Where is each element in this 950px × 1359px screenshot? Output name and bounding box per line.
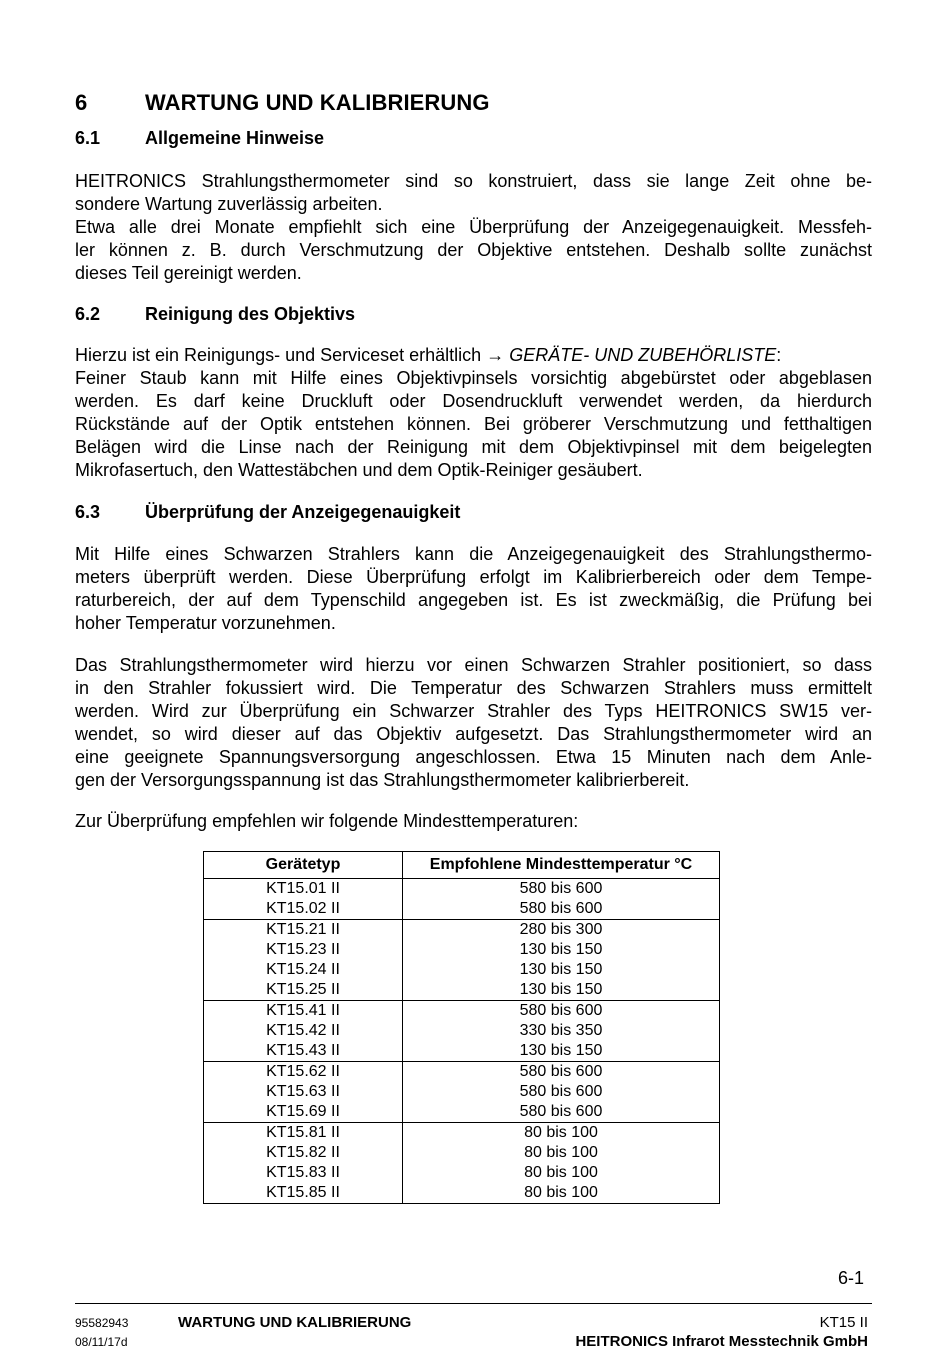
section-title: Allgemeine Hinweise	[145, 128, 325, 148]
device-type: KT15.43 II	[266, 1042, 340, 1059]
cross-reference: GERÄTE- UND ZUBEHÖRLISTE	[509, 345, 777, 365]
device-type-cell	[204, 920, 403, 1001]
device-type: KT15.23 II	[266, 941, 340, 958]
min-temperature: 80 bis 100	[524, 1144, 598, 1161]
text-line	[75, 344, 872, 367]
section-number: 6.1	[75, 128, 101, 148]
device-type: KT15.21 II	[266, 921, 340, 938]
min-temperature: 330 bis 350	[519, 1022, 603, 1039]
min-temperature: 580 bis 600	[519, 1103, 603, 1120]
min-temperature: 80 bis 100	[524, 1164, 598, 1181]
arrow-right-icon: →	[486, 345, 505, 365]
device-type: KT15.02 II	[266, 900, 340, 917]
min-temperature: 580 bis 600	[519, 1083, 603, 1100]
section-title: Überprüfung der Anzeigegenauigkeit	[145, 502, 461, 522]
text-line: Rückstände auf der Optik entstehen können. Bei gröberer Verschmutzung und fetthaltigen	[75, 414, 872, 434]
device-type: KT15.25 II	[266, 981, 340, 998]
temperature-cell	[403, 920, 720, 1001]
text-line: hoher Temperatur vorzunehmen.	[75, 613, 336, 633]
text-line: Belägen wird die Linse nach der Reinigung mit dem Objektivpinsel mit dem beigelegten	[75, 437, 872, 457]
device-type: KT15.42 II	[266, 1022, 340, 1039]
text-line: Feiner Staub kann mit Hilfe eines Objektivpinsels vorsichtig abgebürstet oder abgeblasen	[75, 368, 872, 388]
text-line: Etwa alle drei Monate empfiehlt sich eine Überprüfung der Anzeigegenauigkeit. Messfeh-	[75, 217, 872, 237]
min-temperature: 580 bis 600	[519, 900, 603, 917]
min-temperature: 130 bis 150	[519, 1042, 603, 1059]
min-temperature: 580 bis 600	[519, 1063, 603, 1080]
device-type: KT15.01 II	[266, 880, 340, 897]
min-temperature: 280 bis 300	[519, 921, 603, 938]
section-heading-6-1	[75, 128, 324, 149]
column-header-min-temperature: Empfohlene Mindesttemperatur °C	[403, 852, 720, 879]
text-line: ler können z. B. durch Verschmutzung der Objektive entstehen. Deshalb sollte zunächst	[75, 240, 872, 260]
device-type: KT15.81 II	[266, 1124, 340, 1141]
footer-model: KT15 II	[819, 1314, 868, 1331]
temperature-cell	[403, 879, 720, 920]
text-line: raturbereich, der auf dem Typenschild angegeben ist. Es ist zweckmäßig, die Prüfung bei	[75, 590, 872, 610]
chapter-heading	[75, 90, 490, 116]
table-row	[204, 1123, 720, 1204]
text-line: dieses Teil gereinigt werden.	[75, 263, 302, 283]
min-temperature: 130 bis 150	[519, 961, 603, 978]
table-header-row	[204, 852, 720, 879]
device-type: KT15.82 II	[266, 1144, 340, 1161]
device-type: KT15.83 II	[266, 1164, 340, 1181]
device-type: KT15.24 II	[266, 961, 340, 978]
text-line: sondere Wartung zuverlässig arbeiten.	[75, 194, 383, 214]
colon: :	[776, 345, 782, 365]
section-title: Reinigung des Objektivs	[145, 304, 356, 324]
paragraph-check-3	[75, 810, 872, 833]
section-heading-6-3	[75, 502, 460, 523]
min-temperature-table	[203, 851, 720, 1204]
device-type-cell	[204, 1062, 403, 1123]
device-type: KT15.41 II	[266, 1002, 340, 1019]
footer-date: 08/11/17d	[75, 1335, 128, 1349]
min-temperature: 130 bis 150	[519, 941, 603, 958]
column-header-device-type: Gerätetyp	[204, 852, 403, 879]
device-type: KT15.69 II	[266, 1103, 340, 1120]
text-line: Zur Überprüfung empfehlen wir folgende Mindesttemperaturen:	[75, 811, 579, 831]
footer-company: HEITRONICS Infrarot Messtechnik GmbH	[575, 1333, 868, 1350]
chapter-title: WARTUNG UND KALIBRIERUNG	[145, 90, 490, 115]
temperature-cell	[403, 1001, 720, 1062]
min-temperature: 580 bis 600	[519, 1002, 603, 1019]
paragraph-general-2	[75, 216, 872, 285]
text-line: wendet, so wird dieser auf das Objektiv aufgesetzt. Das Strahlungsthermometer wird an	[75, 724, 872, 744]
section-heading-6-2	[75, 304, 355, 325]
device-type-cell	[204, 1123, 403, 1204]
device-type: KT15.62 II	[266, 1063, 340, 1080]
lead-text: Hierzu ist ein Reinigungs- und Serviceset erhältlich	[75, 345, 487, 365]
device-type: KT15.63 II	[266, 1083, 340, 1100]
table-row	[204, 879, 720, 920]
section-number: 6.2	[75, 304, 101, 324]
min-temperature: 80 bis 100	[524, 1184, 598, 1201]
page-number: 6-1	[837, 1268, 864, 1288]
footer-section-title: WARTUNG UND KALIBRIERUNG	[178, 1314, 412, 1331]
table-row	[204, 920, 720, 1001]
table-row	[204, 1062, 720, 1123]
min-temperature: 580 bis 600	[519, 880, 603, 897]
min-temperature: 130 bis 150	[519, 981, 603, 998]
temperature-cell	[403, 1123, 720, 1204]
chapter-number: 6	[75, 90, 88, 115]
text-line: gen der Versorgungsspannung ist das Strahlungsthermometer kalibrierbereit.	[75, 770, 690, 790]
text-line: Mit Hilfe eines Schwarzen Strahlers kann die Anzeigegenauigkeit des Strahlungsthermo-	[75, 544, 872, 564]
min-temperature: 80 bis 100	[524, 1124, 598, 1141]
device-type-cell	[204, 1001, 403, 1062]
paragraph-cleaning	[75, 344, 872, 482]
text-line: Das Strahlungsthermometer wird hierzu vor einen Schwarzen Strahler positioniert, so dass	[75, 655, 872, 675]
section-number: 6.3	[75, 502, 101, 522]
device-type: KT15.85 II	[266, 1184, 340, 1201]
text-line: HEITRONICS Strahlungsthermometer sind so konstruiert, dass sie lange Zeit ohne be-	[75, 171, 872, 191]
device-type-cell	[204, 879, 403, 920]
temperature-cell	[403, 1062, 720, 1123]
text-line: eine geeignete Spannungsversorgung angeschlossen. Etwa 15 Minuten nach dem Anle-	[75, 747, 872, 767]
paragraph-check-1	[75, 543, 872, 635]
footer-doc-number: 95582943	[75, 1316, 129, 1330]
table-row	[204, 1001, 720, 1062]
text-line: werden. Es darf keine Druckluft oder Dosendruckluft verwendet werden, da hierdurch	[75, 391, 872, 411]
text-line: meters überprüft werden. Diese Überprüfung erfolgt im Kalibrierbereich oder dem Tempe-	[75, 567, 872, 587]
text-line: werden. Wird zur Überprüfung ein Schwarzer Strahler des Typs HEITRONICS SW15 ver-	[75, 701, 872, 721]
paragraph-check-2	[75, 654, 872, 792]
paragraph-general-1	[75, 170, 872, 216]
footer-divider	[75, 1303, 872, 1304]
text-line: Mikrofasertuch, den Wattestäbchen und dem Optik-Reiniger gesäubert.	[75, 460, 643, 480]
text-line: in den Strahler fokussiert wird. Die Temperatur des Schwarzen Strahlers muss ermittelt	[75, 678, 872, 698]
